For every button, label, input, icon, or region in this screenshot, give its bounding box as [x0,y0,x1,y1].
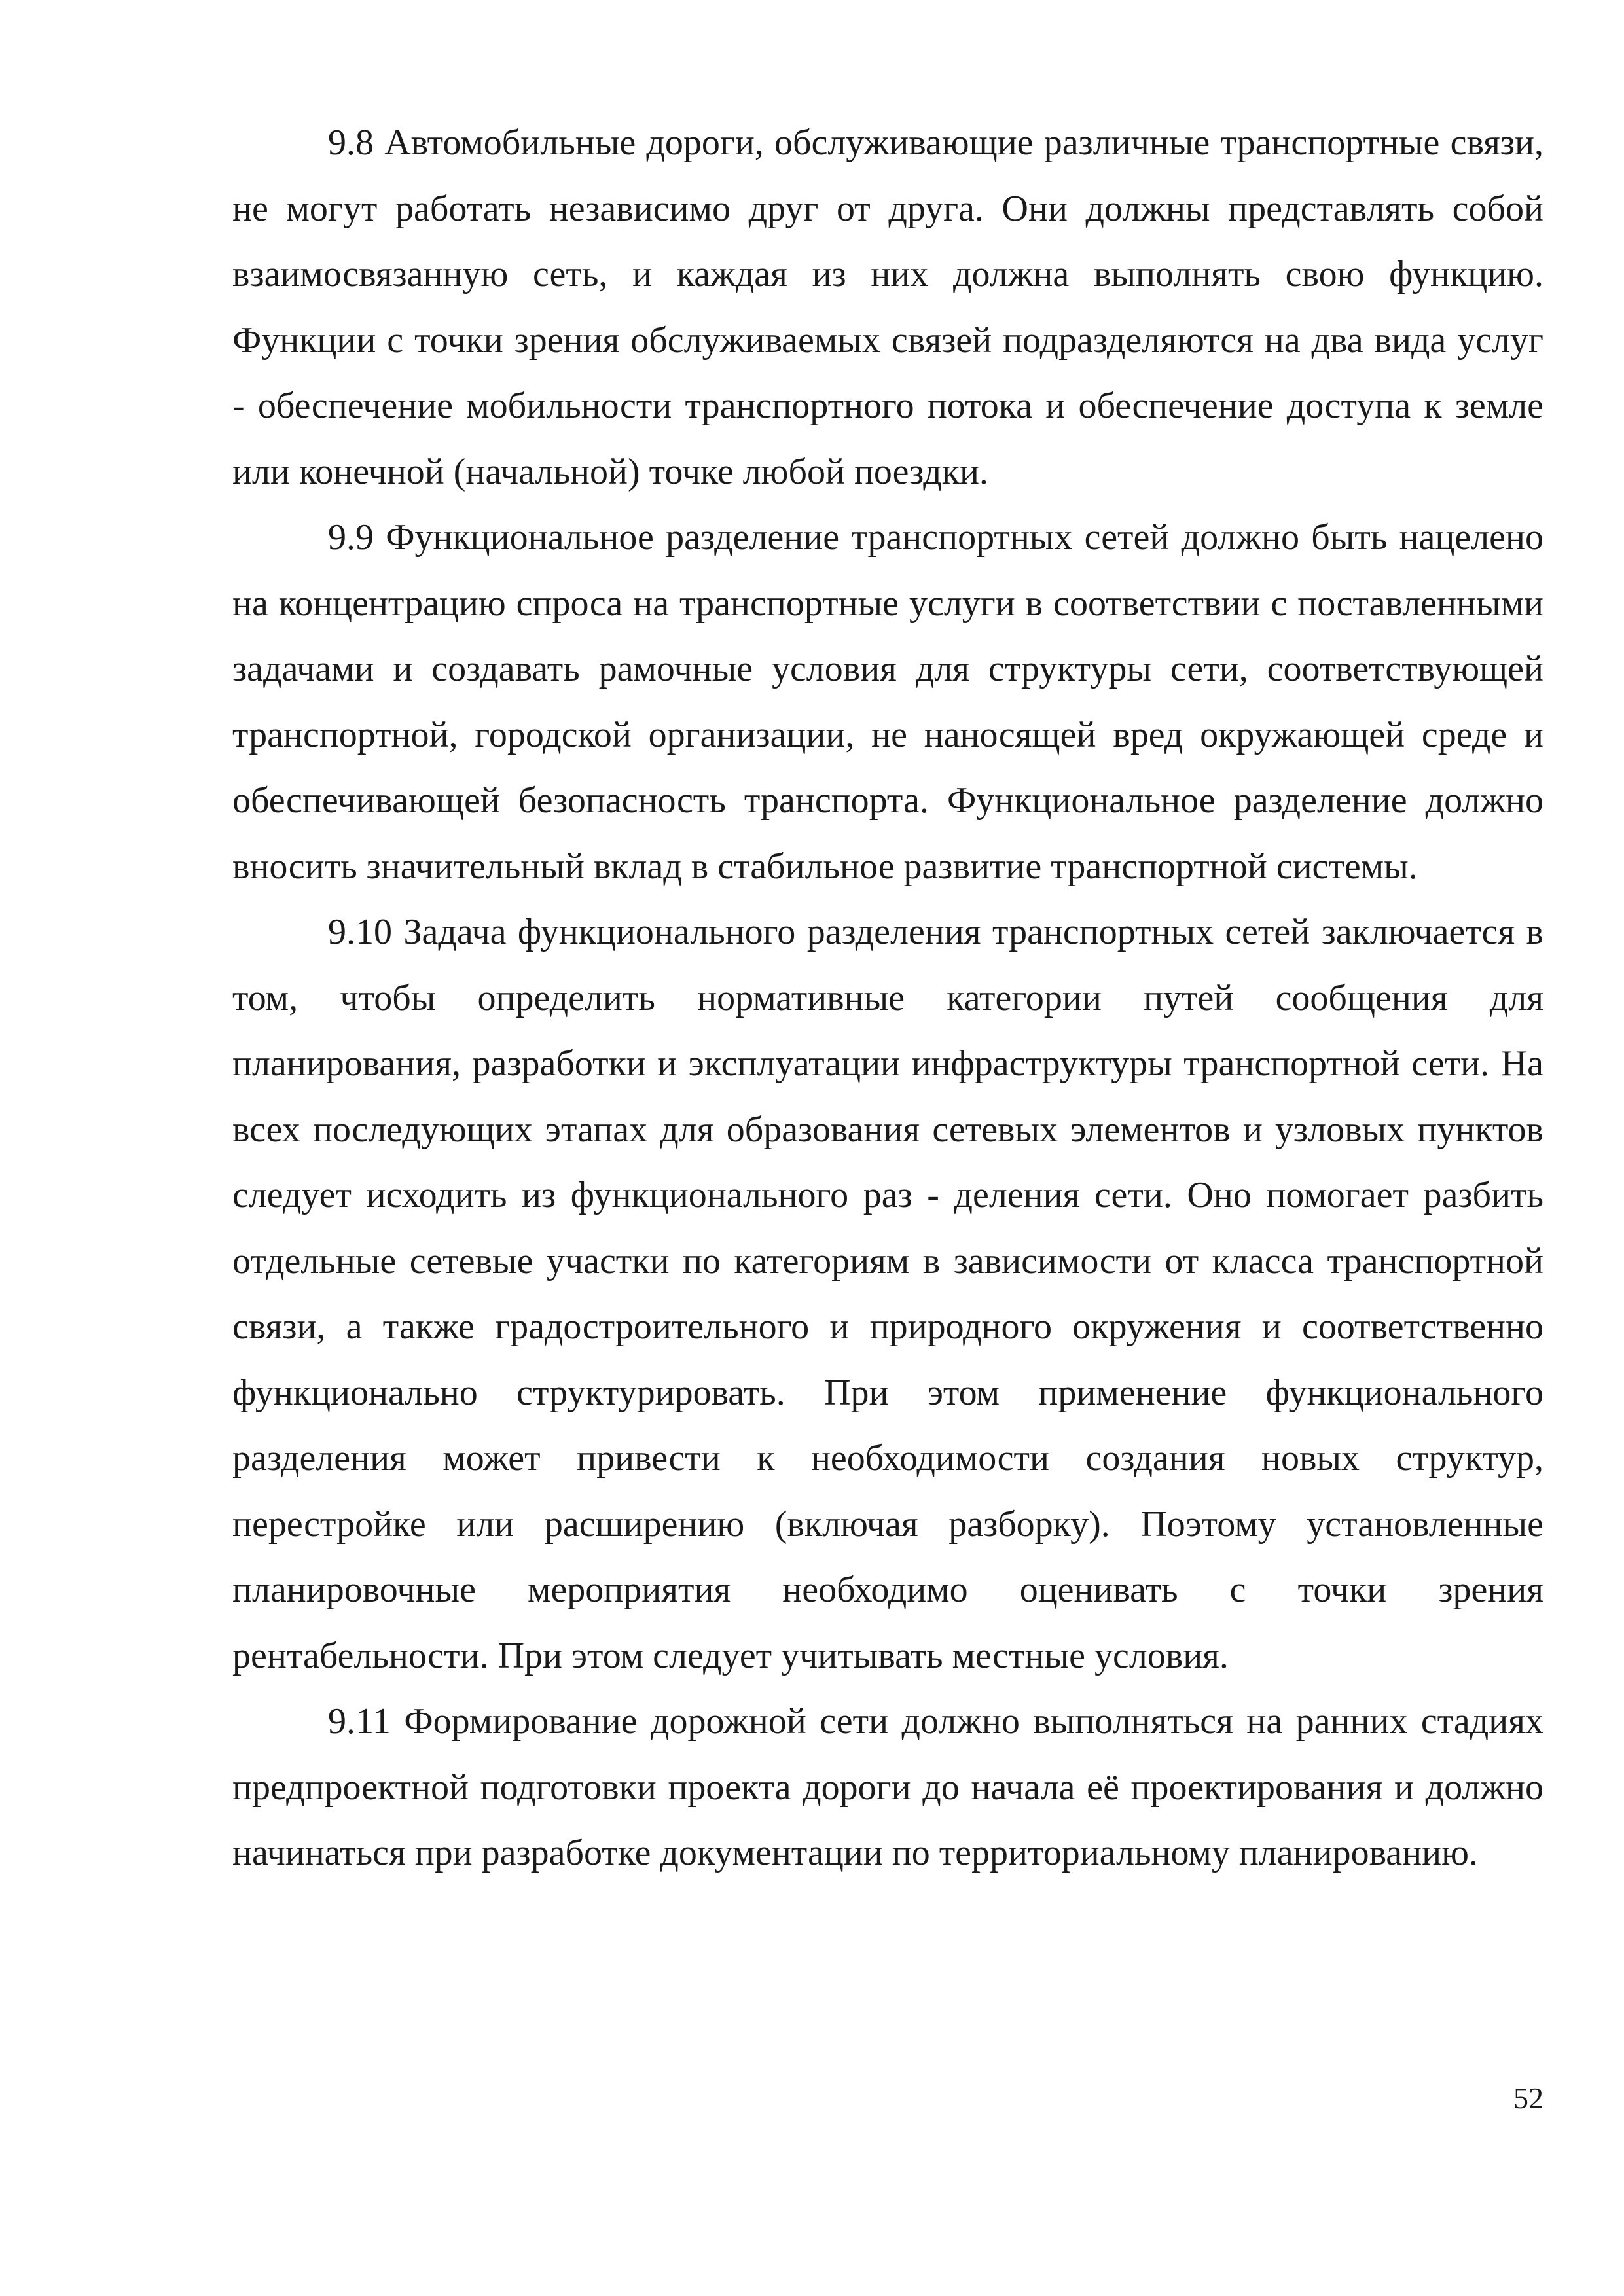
page-number: 52 [1513,2081,1543,2115]
paragraph-9-11: 9.11 Формирование дорожной сети должно выполняться на ранних стадиях предпроектной подготовки проекта дороги до начала её проектирования и должно начинаться при разработке документации по территориальному планированию. [232,1701,1543,1873]
paragraph-9-9: 9.9 Функциональное разделение транспортных сетей должно быть нацелено на концентрацию спроса на транспортные услуги в соответствии с поставленными задачами и создавать рамочные условия для структуры сети, соответствующей транспортной, городской организации, не наносящей вред окружающей среде и обеспечивающей безопасность транспорта. Функциональное разделение должно вносить значительный вклад в стабильное развитие транспортной системы. [232,517,1543,887]
paragraph-9-10: 9.10 Задача функционального разделения транспортных сетей заключается в том, чтобы определить нормативные категории путей сообщения для планирования, разработки и эксплуатации инфраструктуры транспортной сети. На всех последующих этапах для образования сетевых элементов и узловых пунктов следует исходить из функционального раз - деления сети. Оно помогает разбить отдельные сетевые участки по категориям в зависимости от класса транспортной связи, а также градостроительного и природного окружения и соответственно функционально структурировать. При этом применение функционального разделения может привести к необходимости создания новых структур, перестройке или расширению (включая разборку). Поэтому установленные планировочные мероприятия необходимо оценивать с точки зрения рентабельности. При этом следует учитывать местные условия. [232,912,1543,1676]
paragraph-9-8: 9.8 Автомобильные дороги, обслуживающие различные транспортные связи, не могут работать независимо друг от друга. Они должны представлять собой взаимосвязанную сеть, и каждая из них должна выполнять свою функцию. Функции с точки зрения обслуживаемых связей подразделяются на два вида услуг - обеспечение мобильности транспортного потока и обеспечение доступа к земле или конечной (начальной) точке любой поездки. [232,122,1543,492]
body-text [232,110,1543,1886]
